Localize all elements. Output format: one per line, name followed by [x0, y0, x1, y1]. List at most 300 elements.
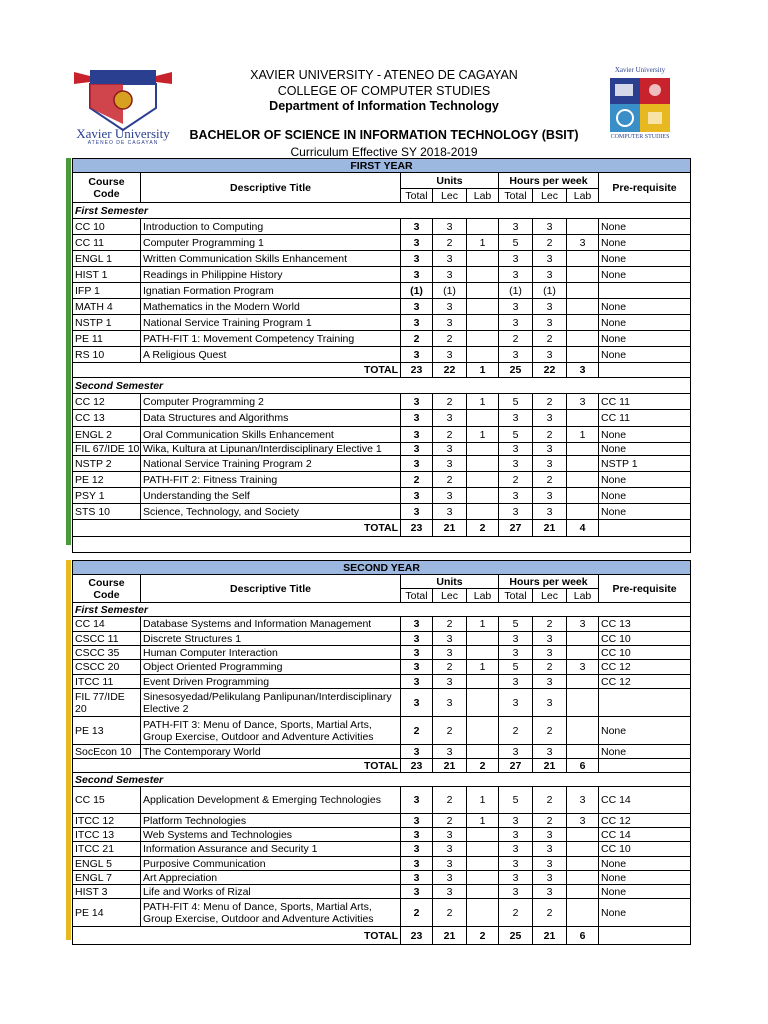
total-value: 6	[567, 927, 599, 945]
units-total: 3	[401, 235, 433, 251]
units-lec: 3	[433, 885, 467, 899]
prerequisite: None	[599, 871, 691, 885]
units-total: 3	[401, 617, 433, 632]
course-row	[73, 842, 691, 857]
hours-total: 2	[499, 331, 533, 347]
col-lec-subheader: Lec	[533, 589, 567, 603]
units-total: 3	[401, 394, 433, 410]
hours-lec: 3	[533, 488, 567, 504]
hours-total: 2	[499, 472, 533, 488]
course-row	[73, 315, 691, 331]
course-row	[73, 235, 691, 251]
course-title: Object Oriented Programming	[141, 660, 401, 675]
units-lec: 2	[433, 814, 467, 828]
total-label: TOTAL	[73, 927, 401, 945]
hours-lec: 3	[533, 251, 567, 267]
total-blank	[599, 363, 691, 378]
course-code: STS 10	[73, 504, 141, 520]
course-title: Platform Technologies	[141, 814, 401, 828]
units-lec: 3	[433, 689, 467, 717]
course-code: PE 13	[73, 717, 141, 745]
course-code: ITCC 11	[73, 675, 141, 689]
course-title: Mathematics in the Modern World	[141, 299, 401, 315]
col-lec-subheader: Lec	[533, 189, 567, 203]
col-total-subheader: Total	[499, 189, 533, 203]
units-total: 2	[401, 331, 433, 347]
prerequisite: None	[599, 504, 691, 520]
units-lec: 2	[433, 427, 467, 443]
hours-total: 3	[499, 857, 533, 871]
prerequisite: None	[599, 745, 691, 759]
col-lab-subheader: Lab	[467, 189, 499, 203]
course-title: Web Systems and Technologies	[141, 828, 401, 842]
prerequisite: CC 12	[599, 660, 691, 675]
units-lec: 3	[433, 315, 467, 331]
hours-lab	[567, 251, 599, 267]
units-total: 3	[401, 842, 433, 857]
units-total: 3	[401, 745, 433, 759]
units-lab	[467, 842, 499, 857]
hours-lec: 3	[533, 675, 567, 689]
total-value: 3	[567, 363, 599, 378]
hours-lab	[567, 885, 599, 899]
prerequisite: None	[599, 219, 691, 235]
course-code: CC 14	[73, 617, 141, 632]
hours-total: 3	[499, 347, 533, 363]
hours-lab: 3	[567, 660, 599, 675]
hours-total: 3	[499, 267, 533, 283]
first-year-color-bar	[66, 158, 71, 545]
course-title: Human Computer Interaction	[141, 646, 401, 660]
course-code: ENGL 1	[73, 251, 141, 267]
hours-total: 3	[499, 745, 533, 759]
prerequisite: None	[599, 347, 691, 363]
units-lec: 3	[433, 632, 467, 646]
total-value: 21	[533, 759, 567, 773]
course-row	[73, 899, 691, 927]
units-lab: 1	[467, 814, 499, 828]
hours-lec: 2	[533, 717, 567, 745]
units-total: 3	[401, 267, 433, 283]
hours-total: 3	[499, 219, 533, 235]
prerequisite: CC 11	[599, 394, 691, 410]
hours-total: 3	[499, 504, 533, 520]
total-value: 1	[467, 363, 499, 378]
total-value: 6	[567, 759, 599, 773]
units-lec: 3	[433, 410, 467, 427]
course-title: National Service Training Program 2	[141, 456, 401, 472]
course-title: A Religious Quest	[141, 347, 401, 363]
course-row	[73, 787, 691, 814]
prerequisite	[599, 689, 691, 717]
hours-lab	[567, 828, 599, 842]
units-lab	[467, 472, 499, 488]
hours-lec: 2	[533, 235, 567, 251]
units-total: 3	[401, 251, 433, 267]
second-year-table	[72, 560, 691, 945]
hours-lec: 3	[533, 632, 567, 646]
total-value: 23	[401, 927, 433, 945]
course-title: Purposive Communication	[141, 857, 401, 871]
units-lab	[467, 331, 499, 347]
course-code: IFP 1	[73, 283, 141, 299]
course-row	[73, 632, 691, 646]
course-title: Data Structures and Algorithms	[141, 410, 401, 427]
total-label: TOTAL	[73, 363, 401, 378]
prerequisite: None	[599, 315, 691, 331]
prerequisite: CC 11	[599, 410, 691, 427]
units-lab: 1	[467, 787, 499, 814]
units-lec: 2	[433, 331, 467, 347]
hours-total: 5	[499, 235, 533, 251]
col-course-code-header: Course Code	[73, 173, 141, 203]
hours-lec: 3	[533, 410, 567, 427]
units-lab	[467, 675, 499, 689]
total-value: 23	[401, 759, 433, 773]
units-total: 3	[401, 885, 433, 899]
hours-total: 5	[499, 427, 533, 443]
course-code: ITCC 13	[73, 828, 141, 842]
course-code: NSTP 1	[73, 315, 141, 331]
units-total: 2	[401, 472, 433, 488]
course-code: SocEcon 10	[73, 745, 141, 759]
prerequisite	[599, 283, 691, 299]
hours-lec: 2	[533, 394, 567, 410]
hours-total: 3	[499, 871, 533, 885]
course-code: CC 11	[73, 235, 141, 251]
hours-lab: 3	[567, 814, 599, 828]
course-code: CSCC 11	[73, 632, 141, 646]
units-total: 3	[401, 660, 433, 675]
col-hours-header: Hours per week	[499, 173, 599, 189]
prerequisite: None	[599, 267, 691, 283]
prerequisite: None	[599, 331, 691, 347]
hours-lab	[567, 299, 599, 315]
course-title: Wika, Kultura at Lipunan/Interdisciplinary Elective 1	[141, 443, 401, 456]
course-code: ITCC 21	[73, 842, 141, 857]
total-blank	[599, 520, 691, 537]
units-lab	[467, 717, 499, 745]
units-lab: 1	[467, 394, 499, 410]
course-row	[73, 646, 691, 660]
units-lab	[467, 347, 499, 363]
hours-total: 2	[499, 717, 533, 745]
units-lec: 3	[433, 871, 467, 885]
units-total: 3	[401, 871, 433, 885]
units-lec: 2	[433, 787, 467, 814]
col-lab-subheader: Lab	[567, 189, 599, 203]
units-total: 3	[401, 299, 433, 315]
course-title: Introduction to Computing	[141, 219, 401, 235]
logo-right-bottom-text: COMPUTER STUDIES	[610, 134, 670, 140]
hours-lab	[567, 871, 599, 885]
course-row	[73, 885, 691, 899]
hours-lab: 3	[567, 394, 599, 410]
hours-lab	[567, 488, 599, 504]
prerequisite: CC 14	[599, 787, 691, 814]
prerequisite: CC 13	[599, 617, 691, 632]
units-total: 3	[401, 443, 433, 456]
hours-total: 5	[499, 787, 533, 814]
units-lab	[467, 410, 499, 427]
units-total: 3	[401, 787, 433, 814]
total-value: 25	[499, 363, 533, 378]
course-code: CSCC 20	[73, 660, 141, 675]
prerequisite: None	[599, 488, 691, 504]
units-total: 3	[401, 427, 433, 443]
course-title: Computer Programming 1	[141, 235, 401, 251]
units-total: 3	[401, 675, 433, 689]
course-title: Readings in Philippine History	[141, 267, 401, 283]
course-row	[73, 219, 691, 235]
prerequisite: None	[599, 885, 691, 899]
hours-lec: 3	[533, 828, 567, 842]
semester-heading: Second Semester	[73, 773, 691, 787]
hours-lec: 3	[533, 456, 567, 472]
hours-total: 3	[499, 443, 533, 456]
total-value: 2	[467, 927, 499, 945]
units-lec: (1)	[433, 283, 467, 299]
units-lab	[467, 219, 499, 235]
hours-lab	[567, 745, 599, 759]
course-code: ITCC 12	[73, 814, 141, 828]
total-value: 21	[433, 520, 467, 537]
col-title-header: Descriptive Title	[141, 575, 401, 603]
units-lab: 1	[467, 660, 499, 675]
hours-lab: 3	[567, 787, 599, 814]
units-lec: 3	[433, 219, 467, 235]
col-prereq-header: Pre-requisite	[599, 173, 691, 203]
total-value: 23	[401, 520, 433, 537]
hours-lec: 3	[533, 443, 567, 456]
course-row	[73, 675, 691, 689]
first-year-table	[72, 158, 691, 553]
hours-lec: 3	[533, 857, 567, 871]
hours-total: 3	[499, 251, 533, 267]
course-row	[73, 828, 691, 842]
prerequisite: None	[599, 235, 691, 251]
course-title: PATH-FIT 2: Fitness Training	[141, 472, 401, 488]
hours-lab	[567, 899, 599, 927]
hours-total: 3	[499, 885, 533, 899]
col-lec-subheader: Lec	[433, 189, 467, 203]
hours-lab: 1	[567, 427, 599, 443]
year-heading: SECOND YEAR	[73, 561, 691, 575]
hours-lec: 2	[533, 660, 567, 675]
total-label: TOTAL	[73, 759, 401, 773]
units-total: 3	[401, 632, 433, 646]
total-value: 23	[401, 363, 433, 378]
total-value: 21	[533, 927, 567, 945]
units-lab	[467, 689, 499, 717]
total-value: 21	[433, 759, 467, 773]
hours-lec: 3	[533, 885, 567, 899]
units-total: 3	[401, 689, 433, 717]
course-code: PE 14	[73, 899, 141, 927]
hours-lab	[567, 443, 599, 456]
units-lec: 2	[433, 717, 467, 745]
hours-total: 3	[499, 315, 533, 331]
hours-lab: 3	[567, 235, 599, 251]
course-row	[73, 347, 691, 363]
prerequisite: None	[599, 899, 691, 927]
hours-lab	[567, 219, 599, 235]
course-code: FIL 67/IDE 10	[73, 443, 141, 456]
course-row	[73, 504, 691, 520]
course-row	[73, 745, 691, 759]
hours-lec: 3	[533, 347, 567, 363]
course-code: HIST 3	[73, 885, 141, 899]
program-title: BACHELOR OF SCIENCE IN INFORMATION TECHNOLOGY (BSIT)	[189, 128, 579, 142]
course-row	[73, 410, 691, 427]
units-total: 3	[401, 456, 433, 472]
semester-heading: First Semester	[73, 203, 691, 219]
prerequisite: None	[599, 251, 691, 267]
col-total-subheader: Total	[401, 589, 433, 603]
units-lab	[467, 283, 499, 299]
units-total: 3	[401, 857, 433, 871]
units-lab	[467, 857, 499, 871]
course-code: CC 12	[73, 394, 141, 410]
prerequisite: CC 10	[599, 646, 691, 660]
col-lec-subheader: Lec	[433, 589, 467, 603]
units-lec: 3	[433, 443, 467, 456]
units-lec: 3	[433, 857, 467, 871]
course-row	[73, 857, 691, 871]
course-title: National Service Training Program 1	[141, 315, 401, 331]
col-units-header: Units	[401, 173, 499, 189]
prerequisite: None	[599, 427, 691, 443]
logo-left-wordmark: Xavier University	[76, 126, 170, 141]
total-label: TOTAL	[73, 520, 401, 537]
units-total: 3	[401, 828, 433, 842]
hours-lab	[567, 267, 599, 283]
hours-lec: 2	[533, 331, 567, 347]
hours-lab	[567, 842, 599, 857]
hours-lab	[567, 504, 599, 520]
course-row	[73, 717, 691, 745]
course-code: PE 12	[73, 472, 141, 488]
course-title: Written Communication Skills Enhancement	[141, 251, 401, 267]
units-total: 3	[401, 410, 433, 427]
hours-total: 3	[499, 410, 533, 427]
hours-lec: 2	[533, 472, 567, 488]
units-lec: 3	[433, 828, 467, 842]
units-lec: 3	[433, 675, 467, 689]
hours-lec: 3	[533, 646, 567, 660]
course-row	[73, 443, 691, 456]
col-prereq-header: Pre-requisite	[599, 575, 691, 603]
hours-lec: 2	[533, 814, 567, 828]
hours-total: (1)	[499, 283, 533, 299]
course-code: MATH 4	[73, 299, 141, 315]
course-title: Information Assurance and Security 1	[141, 842, 401, 857]
units-lab	[467, 885, 499, 899]
total-value: 27	[499, 520, 533, 537]
units-total: 3	[401, 488, 433, 504]
units-lab: 1	[467, 427, 499, 443]
course-code: PE 11	[73, 331, 141, 347]
units-lec: 3	[433, 456, 467, 472]
total-value: 21	[433, 927, 467, 945]
hours-lec: (1)	[533, 283, 567, 299]
units-lab	[467, 745, 499, 759]
units-lab	[467, 632, 499, 646]
hours-lec: 3	[533, 842, 567, 857]
course-code: CC 10	[73, 219, 141, 235]
course-code: CC 13	[73, 410, 141, 427]
course-title: Art Appreciation	[141, 871, 401, 885]
prerequisite: CC 12	[599, 814, 691, 828]
units-total: 3	[401, 347, 433, 363]
course-code: ENGL 7	[73, 871, 141, 885]
course-code: RS 10	[73, 347, 141, 363]
spacer-row	[73, 537, 691, 553]
department-name: Department of Information Technology	[269, 99, 499, 113]
course-title: The Contemporary World	[141, 745, 401, 759]
hours-total: 2	[499, 899, 533, 927]
hours-lab	[567, 331, 599, 347]
hours-total: 3	[499, 488, 533, 504]
units-lec: 2	[433, 899, 467, 927]
course-title: Computer Programming 2	[141, 394, 401, 410]
hours-total: 5	[499, 394, 533, 410]
course-title: Understanding the Self	[141, 488, 401, 504]
total-value: 22	[433, 363, 467, 378]
hours-total: 3	[499, 646, 533, 660]
hours-lec: 2	[533, 617, 567, 632]
units-total: 3	[401, 315, 433, 331]
course-row	[73, 456, 691, 472]
hours-lec: 3	[533, 745, 567, 759]
units-total: 2	[401, 717, 433, 745]
course-row	[73, 488, 691, 504]
hours-lec: 3	[533, 299, 567, 315]
course-row	[73, 394, 691, 410]
course-title: Sinesosyedad/Pelikulang Panlipunan/Interdisciplinary Elective 2	[141, 689, 401, 717]
hours-lab	[567, 675, 599, 689]
hours-lab	[567, 646, 599, 660]
hours-total: 3	[499, 456, 533, 472]
hours-total: 3	[499, 814, 533, 828]
course-title: PATH-FIT 4: Menu of Dance, Sports, Martial Arts, Group Exercise, Outdoor and Adventure Activities	[141, 899, 401, 927]
col-lab-subheader: Lab	[467, 589, 499, 603]
course-title: PATH-FIT 3: Menu of Dance, Sports, Martial Arts, Group Exercise, Outdoor and Adventure Activities	[141, 717, 401, 745]
units-lab: 1	[467, 617, 499, 632]
course-title: Event Driven Programming	[141, 675, 401, 689]
course-title: Application Development & Emerging Technologies	[141, 787, 401, 814]
units-lab	[467, 299, 499, 315]
course-row	[73, 283, 691, 299]
col-total-subheader: Total	[401, 189, 433, 203]
hours-lab	[567, 632, 599, 646]
course-title: PATH-FIT 1: Movement Competency Training	[141, 331, 401, 347]
units-lab	[467, 443, 499, 456]
course-code: NSTP 2	[73, 456, 141, 472]
total-blank	[599, 927, 691, 945]
course-title: Discrete Structures 1	[141, 632, 401, 646]
total-value: 2	[467, 759, 499, 773]
hours-total: 3	[499, 842, 533, 857]
hours-lab	[567, 857, 599, 871]
units-lec: 2	[433, 235, 467, 251]
course-row	[73, 299, 691, 315]
units-lec: 3	[433, 504, 467, 520]
hours-lab	[567, 472, 599, 488]
units-total: 3	[401, 219, 433, 235]
hours-total: 3	[499, 632, 533, 646]
prerequisite: CC 10	[599, 632, 691, 646]
